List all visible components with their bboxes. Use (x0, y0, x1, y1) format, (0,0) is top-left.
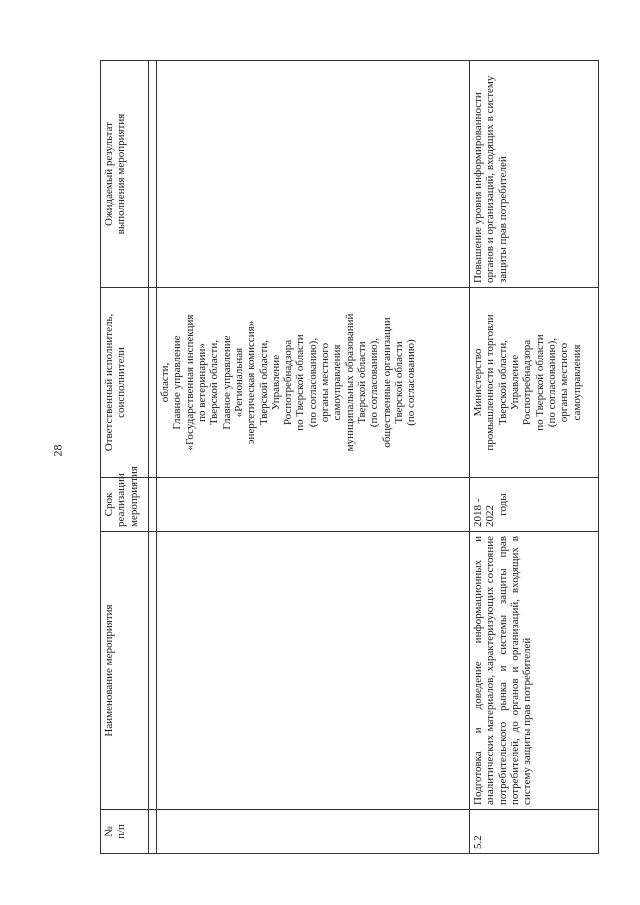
executor-line: Управление (269, 354, 282, 411)
header-term (101, 466, 149, 532)
executor-line: «Региональная (232, 347, 245, 418)
executor-line: (по согласованию), (368, 337, 381, 428)
row-term (470, 478, 599, 532)
executor-line: энергетическая комиссия» (245, 320, 258, 445)
table-header-row (101, 61, 149, 854)
executor-line: Тверской области, (257, 340, 270, 426)
table-row (470, 61, 599, 854)
executor-line: Управление (508, 354, 521, 411)
header-num-line: п/п (115, 824, 128, 839)
row-executor (470, 288, 599, 478)
executor-line: (по согласованию), (306, 337, 319, 428)
header-result-line: Ожидаемый результат (103, 122, 115, 226)
executor-line: органы местного (319, 342, 332, 423)
header-term-line: мероприятия (127, 466, 140, 527)
measures-table (100, 60, 599, 854)
rotated-table-container (100, 61, 598, 854)
row-num: 5.2 (470, 810, 599, 854)
executor-line: области, (159, 362, 171, 403)
table-separator-row (149, 61, 157, 854)
executor-line: Тверской области, (208, 340, 221, 426)
term-line: годы (496, 493, 509, 516)
separator-cell (149, 810, 157, 854)
executor-line: (по согласованию), (545, 337, 558, 428)
page-number: 28 (50, 444, 65, 457)
header-executor-line: Ответственный исполнитель, (103, 313, 115, 452)
executor-line: (по согласованию) (405, 339, 418, 426)
executor-line: Тверской области, (496, 340, 509, 426)
executor-line: органы местного (558, 342, 571, 423)
executor-line: самоуправления (331, 344, 344, 421)
term-line: 2018 - 2022 (472, 498, 497, 527)
executor-line: Главное управление (220, 335, 233, 430)
header-name: Наименование мероприятия (101, 532, 149, 810)
executor-line: общественные организации (380, 317, 393, 448)
executor-line: Роспотребнадзора (282, 339, 295, 426)
row-name (157, 532, 470, 810)
header-term-line: реализации (115, 473, 128, 527)
executor-line: промышленности и торговли (484, 314, 497, 451)
header-num-line: № (103, 826, 115, 837)
executor-line: самоуправления (570, 344, 583, 421)
separator-cell (149, 288, 157, 478)
header-term-line: Срок (103, 492, 115, 517)
executor-line: Главное управление (171, 335, 184, 430)
executor-line: Роспотребнадзора (521, 339, 534, 426)
row-result: Повышение уровня информированности органов и организаций, входящих в систему защиты прав потребителей (470, 61, 599, 288)
executor-line: по Тверской области (533, 334, 546, 431)
executor-line: «Государственная инспекция (183, 314, 196, 451)
row-result (157, 61, 470, 288)
executor-line: Тверской области (392, 341, 405, 424)
row-num (157, 810, 470, 854)
table-row (157, 61, 470, 854)
header-result (101, 61, 149, 288)
header-executor (101, 288, 149, 478)
executor-line: по Тверской области (294, 334, 307, 431)
separator-cell (149, 61, 157, 288)
row-executor (157, 288, 470, 478)
header-executor-line: соисполнители (115, 347, 128, 418)
executor-line: муниципальных образований (343, 313, 356, 452)
separator-cell (149, 478, 157, 532)
executor-line: Министерство (472, 348, 484, 417)
header-num (101, 810, 149, 854)
executor-line: Тверской области (356, 341, 368, 424)
row-name: Подготовка и доведение информационных и аналитических материалов, характеризующих состояние потребительского рынка и системы защиты прав потребителей, до органов и организаций, входящих в систему защиты прав потребителей (470, 532, 599, 810)
executor-line: по ветеринарии» (195, 343, 208, 422)
separator-cell (149, 532, 157, 810)
header-result-line: выполнения мероприятия (115, 113, 128, 235)
row-term (157, 478, 470, 532)
